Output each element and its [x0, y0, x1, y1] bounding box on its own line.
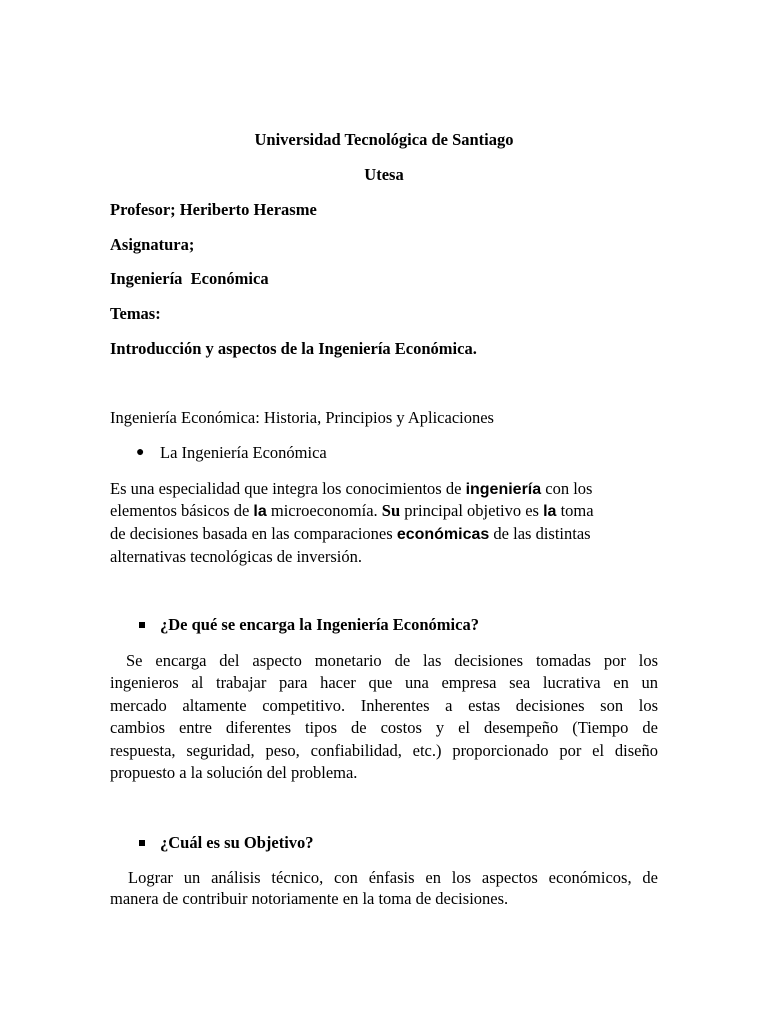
- topics-label: Temas:: [110, 304, 161, 323]
- section1-line-4: alternativas tecnológicas de inversión.: [110, 547, 362, 566]
- section3-line-1: Lograr un análisis técnico, con énfasis en los aspectos económicos, de: [128, 868, 658, 887]
- section1-line-1: Es una especialidad que integra los conocimientos de ingeniería con los: [110, 479, 593, 498]
- square-bullet-icon: [139, 622, 145, 628]
- round-bullet-icon: ●: [136, 445, 145, 460]
- article-title: Ingeniería Económica: Historia, Principios y Aplicaciones: [110, 408, 494, 427]
- section2-line-6: propuesto a la solución del problema.: [110, 763, 358, 782]
- section1-line-3: de decisiones basada en las comparaciones económicas de las distintas: [110, 524, 591, 543]
- section2-line-2: ingenieros al trabajar para hacer que una empresa sea lucrativa en un: [110, 673, 658, 692]
- university-title: Universidad Tecnológica de Santiago: [254, 130, 514, 149]
- section2-line-5: respuesta, seguridad, peso, confiabilidad, etc.) proporcionado por el diseño: [110, 741, 658, 760]
- square-bullet-icon: [139, 840, 145, 846]
- section3-heading: ¿Cuál es su Objetivo?: [160, 833, 314, 852]
- professor-line: Profesor; Heriberto Herasme: [110, 200, 317, 219]
- university-short-name: Utesa: [364, 165, 404, 184]
- section2-line-3: mercado altamente competitivo. Inherentes a estas decisiones son los: [110, 696, 658, 715]
- subject-label: Asignatura;: [110, 235, 195, 254]
- subject-name: Ingeniería Económica: [110, 269, 269, 288]
- section1-heading: La Ingeniería Económica: [160, 443, 327, 462]
- section3-line-2: manera de contribuir notoriamente en la toma de decisiones.: [110, 889, 509, 908]
- section1-line-2: elementos básicos de la microeconomía. Su principal objetivo es la toma: [110, 501, 594, 520]
- section2-heading: ¿De qué se encarga la Ingeniería Económica?: [160, 615, 479, 634]
- section2-line-4: cambios entre diferentes tipos de costos y el desempeño (Tiempo de: [110, 718, 658, 737]
- section2-line-1: Se encarga del aspecto monetario de las decisiones tomadas por los: [126, 651, 658, 670]
- topic-line: Introducción y aspectos de la Ingeniería Económica.: [110, 339, 477, 358]
